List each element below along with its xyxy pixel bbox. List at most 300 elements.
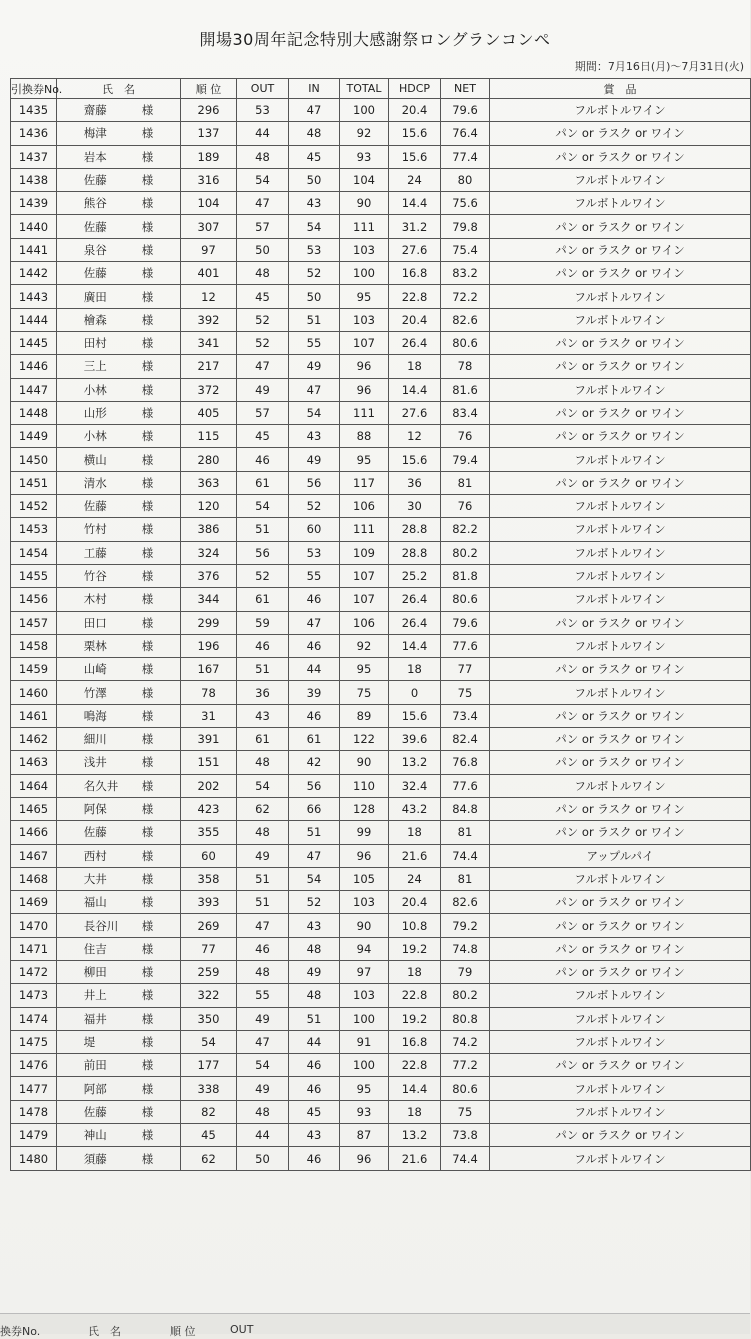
cell-rank: 405 <box>181 401 237 424</box>
cell-name <box>57 378 181 401</box>
cell-name <box>57 355 181 378</box>
cell-prize: パン or ラスク or ワイン <box>490 355 751 378</box>
cell-rank: 392 <box>181 308 237 331</box>
cell-in: 47 <box>289 844 340 867</box>
table-header-row <box>11 79 751 99</box>
cell-hdcp: 15.6 <box>389 122 441 145</box>
cell-ticket-no: 1452 <box>11 495 57 518</box>
cell-prize: フルボトルワイン <box>490 448 751 471</box>
cell-out: 51 <box>237 658 289 681</box>
cell-hdcp: 19.2 <box>389 1007 441 1030</box>
cell-hdcp: 28.8 <box>389 541 441 564</box>
cell-total: 96 <box>340 355 389 378</box>
cell-out: 49 <box>237 378 289 401</box>
cell-prize: パン or ラスク or ワイン <box>490 704 751 727</box>
cell-out: 49 <box>237 844 289 867</box>
cell-in: 48 <box>289 937 340 960</box>
cell-prize: フルボトルワイン <box>490 564 751 587</box>
cell-net: 75.6 <box>441 192 490 215</box>
honorific: 様 <box>141 755 154 770</box>
honorific: 様 <box>141 615 154 630</box>
cell-ticket-no: 1458 <box>11 634 57 657</box>
participant-name: 山崎 <box>83 662 107 677</box>
participant-name: 梅津 <box>83 126 107 141</box>
cell-total: 92 <box>340 634 389 657</box>
cell-net: 74.4 <box>441 1147 490 1170</box>
participant-name: 小林 <box>83 382 107 397</box>
cell-in: 56 <box>289 471 340 494</box>
col-header-net: NET <box>441 79 490 99</box>
cell-net: 75 <box>441 1100 490 1123</box>
cell-ticket-no: 1444 <box>11 308 57 331</box>
cell-hdcp: 13.2 <box>389 751 441 774</box>
cell-total: 95 <box>340 448 389 471</box>
participant-name: 佐藤 <box>83 173 107 188</box>
cell-hdcp: 36 <box>389 471 441 494</box>
cell-total: 122 <box>340 728 389 751</box>
table-row <box>11 401 751 424</box>
cell-out: 61 <box>237 471 289 494</box>
cell-in: 45 <box>289 1100 340 1123</box>
cell-total: 107 <box>340 588 389 611</box>
cell-prize: パン or ラスク or ワイン <box>490 215 751 238</box>
cell-out: 52 <box>237 331 289 354</box>
table-row <box>11 1100 751 1123</box>
cell-name <box>57 541 181 564</box>
cell-net: 82.6 <box>441 308 490 331</box>
cell-name <box>57 518 181 541</box>
cell-ticket-no: 1440 <box>11 215 57 238</box>
cell-net: 83.4 <box>441 401 490 424</box>
honorific: 様 <box>141 382 154 397</box>
cell-net: 73.8 <box>441 1124 490 1147</box>
cell-prize: フルボトルワイン <box>490 681 751 704</box>
honorific: 様 <box>141 289 154 304</box>
cell-prize: フルボトルワイン <box>490 308 751 331</box>
cell-ticket-no: 1443 <box>11 285 57 308</box>
cell-prize: パン or ラスク or ワイン <box>490 914 751 937</box>
cell-in: 51 <box>289 1007 340 1030</box>
cell-rank: 77 <box>181 937 237 960</box>
cell-prize: パン or ラスク or ワイン <box>490 658 751 681</box>
cell-ticket-no: 1462 <box>11 728 57 751</box>
cell-net: 79.6 <box>441 611 490 634</box>
cell-net: 77.6 <box>441 634 490 657</box>
participant-name: 佐藤 <box>83 219 107 234</box>
cell-hdcp: 0 <box>389 681 441 704</box>
cell-name <box>57 984 181 1007</box>
cell-name <box>57 145 181 168</box>
cell-in: 43 <box>289 425 340 448</box>
cell-hdcp: 14.4 <box>389 1077 441 1100</box>
table-row <box>11 960 751 983</box>
participant-name: 鳴海 <box>83 708 107 723</box>
cell-prize: フルボトルワイン <box>490 541 751 564</box>
cell-rank: 78 <box>181 681 237 704</box>
cell-out: 46 <box>237 634 289 657</box>
honorific: 様 <box>141 848 154 863</box>
honorific: 様 <box>141 452 154 467</box>
cell-name <box>57 658 181 681</box>
participant-name: 清水 <box>83 475 107 490</box>
cell-rank: 104 <box>181 192 237 215</box>
cell-total: 96 <box>340 1147 389 1170</box>
cell-prize: パン or ラスク or ワイン <box>490 960 751 983</box>
cell-total: 95 <box>340 285 389 308</box>
cell-rank: 324 <box>181 541 237 564</box>
cell-hdcp: 18 <box>389 960 441 983</box>
cell-out: 61 <box>237 588 289 611</box>
cell-ticket-no: 1450 <box>11 448 57 471</box>
cell-name <box>57 704 181 727</box>
cell-out: 48 <box>237 1100 289 1123</box>
cell-ticket-no: 1471 <box>11 937 57 960</box>
cell-net: 81 <box>441 471 490 494</box>
cell-in: 52 <box>289 495 340 518</box>
cell-in: 39 <box>289 681 340 704</box>
cell-prize: フルボトルワイン <box>490 378 751 401</box>
cell-in: 47 <box>289 611 340 634</box>
honorific: 様 <box>141 266 154 281</box>
participant-name: 横山 <box>83 452 107 467</box>
cell-out: 52 <box>237 564 289 587</box>
next-page-header-strip <box>0 1313 750 1338</box>
honorific: 様 <box>141 802 154 817</box>
next-page-col-rank: 順 位 <box>170 1325 196 1338</box>
cell-ticket-no: 1436 <box>11 122 57 145</box>
cell-hdcp: 31.2 <box>389 215 441 238</box>
honorific: 様 <box>141 499 154 514</box>
cell-name <box>57 122 181 145</box>
participant-name: 廣田 <box>83 289 107 304</box>
cell-hdcp: 19.2 <box>389 937 441 960</box>
table-row <box>11 471 751 494</box>
honorific: 様 <box>141 1104 154 1119</box>
participant-name: 木村 <box>83 592 107 607</box>
cell-net: 79.8 <box>441 215 490 238</box>
cell-hdcp: 24 <box>389 168 441 191</box>
table-row <box>11 285 751 308</box>
cell-rank: 82 <box>181 1100 237 1123</box>
participant-name: 田村 <box>83 336 107 351</box>
cell-rank: 363 <box>181 471 237 494</box>
cell-total: 88 <box>340 425 389 448</box>
table-row <box>11 797 751 820</box>
col-header-hdcp: HDCP <box>389 79 441 99</box>
cell-hdcp: 27.6 <box>389 238 441 261</box>
cell-rank: 189 <box>181 145 237 168</box>
cell-name <box>57 937 181 960</box>
cell-hdcp: 18 <box>389 821 441 844</box>
cell-total: 111 <box>340 401 389 424</box>
cell-hdcp: 32.4 <box>389 774 441 797</box>
cell-prize: パン or ラスク or ワイン <box>490 238 751 261</box>
cell-in: 52 <box>289 891 340 914</box>
table-row <box>11 378 751 401</box>
cell-prize: フルボトルワイン <box>490 518 751 541</box>
cell-hdcp: 39.6 <box>389 728 441 751</box>
cell-rank: 217 <box>181 355 237 378</box>
cell-ticket-no: 1442 <box>11 262 57 285</box>
cell-rank: 259 <box>181 960 237 983</box>
cell-out: 62 <box>237 797 289 820</box>
cell-name <box>57 797 181 820</box>
cell-rank: 115 <box>181 425 237 448</box>
cell-total: 91 <box>340 1030 389 1053</box>
cell-rank: 137 <box>181 122 237 145</box>
cell-net: 81 <box>441 821 490 844</box>
cell-in: 54 <box>289 867 340 890</box>
honorific: 様 <box>141 685 154 700</box>
cell-name <box>57 331 181 354</box>
cell-hdcp: 14.4 <box>389 378 441 401</box>
cell-in: 49 <box>289 448 340 471</box>
cell-in: 43 <box>289 1124 340 1147</box>
participant-name: 長谷川 <box>83 918 119 933</box>
table-row <box>11 122 751 145</box>
honorific: 様 <box>141 871 154 886</box>
cell-name <box>57 844 181 867</box>
cell-out: 48 <box>237 145 289 168</box>
cell-total: 111 <box>340 215 389 238</box>
cell-ticket-no: 1464 <box>11 774 57 797</box>
cell-name <box>57 262 181 285</box>
next-page-col-out: OUT <box>230 1323 254 1336</box>
table-row <box>11 611 751 634</box>
cell-in: 60 <box>289 518 340 541</box>
cell-ticket-no: 1465 <box>11 797 57 820</box>
cell-rank: 60 <box>181 844 237 867</box>
cell-total: 93 <box>340 145 389 168</box>
cell-in: 66 <box>289 797 340 820</box>
cell-ticket-no: 1461 <box>11 704 57 727</box>
cell-prize: フルボトルワイン <box>490 634 751 657</box>
table-row <box>11 425 751 448</box>
cell-net: 80.6 <box>441 1077 490 1100</box>
table-row <box>11 238 751 261</box>
cell-hdcp: 21.6 <box>389 844 441 867</box>
cell-net: 74.2 <box>441 1030 490 1053</box>
cell-net: 81.8 <box>441 564 490 587</box>
cell-ticket-no: 1475 <box>11 1030 57 1053</box>
honorific: 様 <box>141 173 154 188</box>
cell-out: 36 <box>237 681 289 704</box>
table-row <box>11 914 751 937</box>
col-header-name: 氏 名 <box>57 79 181 99</box>
cell-out: 53 <box>237 99 289 122</box>
cell-net: 80.6 <box>441 588 490 611</box>
cell-name <box>57 891 181 914</box>
cell-prize: パン or ラスク or ワイン <box>490 471 751 494</box>
participant-name: 西村 <box>83 848 107 863</box>
cell-hdcp: 26.4 <box>389 331 441 354</box>
cell-out: 48 <box>237 751 289 774</box>
cell-out: 50 <box>237 238 289 261</box>
cell-name <box>57 1100 181 1123</box>
cell-total: 109 <box>340 541 389 564</box>
cell-total: 96 <box>340 844 389 867</box>
table-row <box>11 308 751 331</box>
cell-name <box>57 285 181 308</box>
cell-net: 81 <box>441 867 490 890</box>
table-row <box>11 867 751 890</box>
cell-out: 44 <box>237 122 289 145</box>
honorific: 様 <box>141 965 154 980</box>
cell-net: 78 <box>441 355 490 378</box>
cell-in: 46 <box>289 1077 340 1100</box>
cell-ticket-no: 1449 <box>11 425 57 448</box>
table-row <box>11 518 751 541</box>
cell-out: 49 <box>237 1007 289 1030</box>
cell-rank: 151 <box>181 751 237 774</box>
cell-net: 80.6 <box>441 331 490 354</box>
cell-in: 54 <box>289 401 340 424</box>
cell-in: 44 <box>289 1030 340 1053</box>
honorific: 様 <box>141 778 154 793</box>
cell-prize: パン or ラスク or ワイン <box>490 425 751 448</box>
cell-in: 47 <box>289 99 340 122</box>
cell-ticket-no: 1437 <box>11 145 57 168</box>
participant-name: 齋藤 <box>83 103 107 118</box>
honorific: 様 <box>141 1151 154 1166</box>
cell-total: 90 <box>340 914 389 937</box>
cell-total: 107 <box>340 564 389 587</box>
cell-out: 43 <box>237 704 289 727</box>
cell-in: 50 <box>289 285 340 308</box>
cell-rank: 167 <box>181 658 237 681</box>
cell-prize: パン or ラスク or ワイン <box>490 262 751 285</box>
cell-rank: 341 <box>181 331 237 354</box>
cell-name <box>57 1077 181 1100</box>
cell-prize: パン or ラスク or ワイン <box>490 122 751 145</box>
honorific: 様 <box>141 149 154 164</box>
participant-name: 佐藤 <box>83 499 107 514</box>
honorific: 様 <box>141 429 154 444</box>
cell-total: 90 <box>340 192 389 215</box>
cell-hdcp: 26.4 <box>389 611 441 634</box>
cell-rank: 31 <box>181 704 237 727</box>
cell-out: 51 <box>237 891 289 914</box>
participant-name: 堤 <box>83 1035 96 1050</box>
cell-name <box>57 751 181 774</box>
cell-hdcp: 15.6 <box>389 145 441 168</box>
cell-rank: 350 <box>181 1007 237 1030</box>
cell-in: 52 <box>289 262 340 285</box>
cell-hdcp: 20.4 <box>389 308 441 331</box>
cell-out: 44 <box>237 1124 289 1147</box>
cell-out: 47 <box>237 192 289 215</box>
participant-name: 栗林 <box>83 638 107 653</box>
cell-out: 54 <box>237 495 289 518</box>
cell-hdcp: 13.2 <box>389 1124 441 1147</box>
cell-prize: パン or ラスク or ワイン <box>490 1124 751 1147</box>
cell-total: 117 <box>340 471 389 494</box>
cell-rank: 423 <box>181 797 237 820</box>
participant-name: 住吉 <box>83 941 107 956</box>
cell-rank: 120 <box>181 495 237 518</box>
cell-in: 51 <box>289 821 340 844</box>
cell-hdcp: 22.8 <box>389 1054 441 1077</box>
table-row <box>11 1077 751 1100</box>
participant-name: 山形 <box>83 406 107 420</box>
cell-rank: 45 <box>181 1124 237 1147</box>
cell-out: 54 <box>237 774 289 797</box>
cell-ticket-no: 1460 <box>11 681 57 704</box>
participant-name: 佐藤 <box>83 825 107 840</box>
cell-net: 83.2 <box>441 262 490 285</box>
cell-hdcp: 15.6 <box>389 704 441 727</box>
cell-hdcp: 20.4 <box>389 891 441 914</box>
table-row <box>11 448 751 471</box>
table-row <box>11 704 751 727</box>
cell-hdcp: 30 <box>389 495 441 518</box>
cell-name <box>57 1124 181 1147</box>
col-header-in: IN <box>289 79 340 99</box>
cell-prize: パン or ラスク or ワイン <box>490 145 751 168</box>
cell-name <box>57 448 181 471</box>
col-header-rank: 順 位 <box>181 79 237 99</box>
cell-net: 79.2 <box>441 914 490 937</box>
honorific: 様 <box>141 242 154 257</box>
cell-in: 48 <box>289 122 340 145</box>
cell-prize: フルボトルワイン <box>490 1077 751 1100</box>
cell-hdcp: 10.8 <box>389 914 441 937</box>
cell-rank: 307 <box>181 215 237 238</box>
cell-prize: フルボトルワイン <box>490 99 751 122</box>
cell-rank: 177 <box>181 1054 237 1077</box>
cell-hdcp: 18 <box>389 1100 441 1123</box>
honorific: 様 <box>141 638 154 653</box>
table-row <box>11 168 751 191</box>
participant-name: 阿保 <box>83 802 107 817</box>
cell-net: 82.6 <box>441 891 490 914</box>
cell-in: 45 <box>289 145 340 168</box>
cell-ticket-no: 1470 <box>11 914 57 937</box>
cell-name <box>57 867 181 890</box>
cell-ticket-no: 1438 <box>11 168 57 191</box>
cell-rank: 344 <box>181 588 237 611</box>
cell-in: 50 <box>289 168 340 191</box>
cell-total: 110 <box>340 774 389 797</box>
cell-out: 61 <box>237 728 289 751</box>
participant-name: 田口 <box>83 615 107 630</box>
table-row <box>11 99 751 122</box>
honorific: 様 <box>141 662 154 677</box>
cell-ticket-no: 1447 <box>11 378 57 401</box>
table-row <box>11 355 751 378</box>
participant-name: 名久井 <box>83 778 119 793</box>
cell-ticket-no: 1451 <box>11 471 57 494</box>
cell-ticket-no: 1455 <box>11 564 57 587</box>
cell-prize: パン or ラスク or ワイン <box>490 401 751 424</box>
cell-net: 77.6 <box>441 774 490 797</box>
honorific: 様 <box>141 103 154 118</box>
cell-rank: 372 <box>181 378 237 401</box>
cell-total: 104 <box>340 168 389 191</box>
cell-ticket-no: 1441 <box>11 238 57 261</box>
cell-ticket-no: 1456 <box>11 588 57 611</box>
next-page-col-name: 氏 名 <box>88 1325 121 1338</box>
cell-in: 61 <box>289 728 340 751</box>
table-row <box>11 844 751 867</box>
cell-total: 95 <box>340 658 389 681</box>
event-period: 期間：7月16日(月)〜7月31日(火) <box>574 60 744 73</box>
cell-net: 79 <box>441 960 490 983</box>
cell-net: 80.2 <box>441 541 490 564</box>
cell-net: 72.2 <box>441 285 490 308</box>
cell-name <box>57 1054 181 1077</box>
participant-name: 阿部 <box>83 1081 107 1096</box>
